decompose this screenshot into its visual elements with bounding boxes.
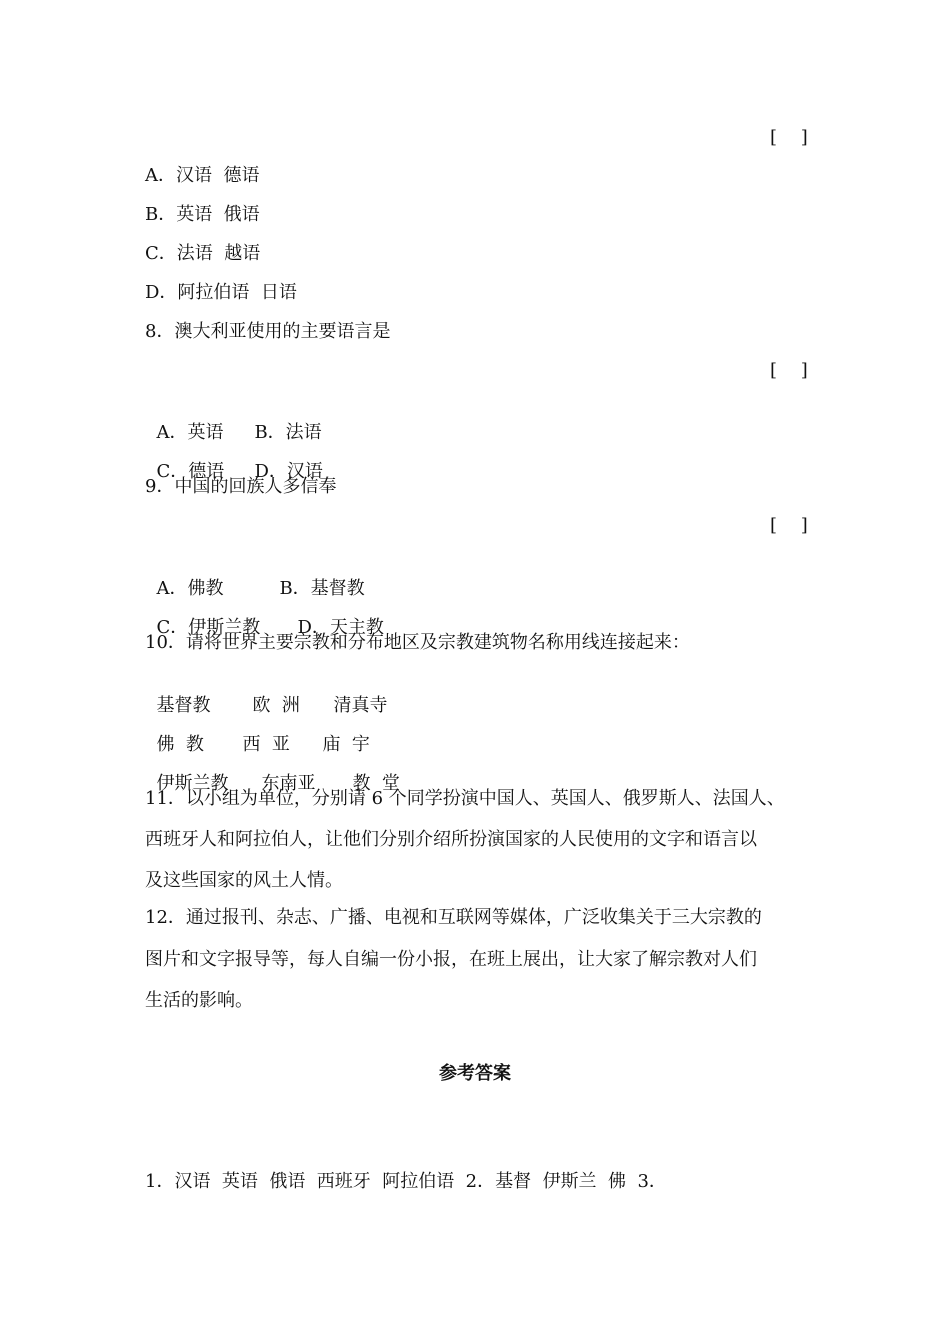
building-church: 教 堂: [352, 773, 400, 794]
q8-option-d: D．汉语: [254, 461, 323, 482]
answer-bracket-q7: [ ]: [770, 127, 808, 148]
q8-question: 8．澳大利亚使用的主要语言是: [145, 321, 391, 342]
q8-option-a: A．英语: [156, 422, 224, 443]
q7-option-d: D．阿拉伯语 日语: [145, 282, 297, 303]
answer-bracket-q8: [ ]: [770, 360, 808, 381]
q7-option-b: B．英语 俄语: [145, 204, 260, 225]
q8-option-c: C．德语: [156, 461, 225, 482]
answer-bracket-q9: [ ]: [770, 515, 808, 536]
religion-christianity: 基督教: [156, 695, 211, 716]
building-temple: 庙 宇: [322, 734, 370, 755]
q11-line-2: 西班牙人和阿拉伯人，让他们分别介绍所扮演国家的人民使用的文字和语言以: [145, 829, 757, 850]
q12-line-2: 图片和文字报导等，每人自编一份小报，在班上展出，让大家了解宗教对人们: [145, 949, 757, 970]
q12-line-3: 生活的影响。: [145, 990, 253, 1011]
region-west-asia: 西 亚: [242, 734, 290, 755]
religion-buddhism: 佛 教: [156, 734, 204, 755]
answers-title: 参考答案: [439, 1063, 511, 1084]
region-southeast-asia: 东南亚: [261, 773, 316, 794]
q9-option-c: C．伊斯兰教: [156, 617, 261, 638]
q11-line-1: 11．以小组为单位，分别请 6 个同学扮演中国人、英国人、俄罗斯人、法国人、: [145, 788, 785, 809]
q10-question: 10．请将世界主要宗教和分布地区及宗教建筑物名称用线连接起来：: [145, 632, 690, 653]
region-europe: 欧 洲: [252, 695, 300, 716]
q8-option-b: B．法语: [254, 422, 322, 443]
q11-line-3: 及这些国家的风土人情。: [145, 870, 343, 891]
q9-option-b: B．基督教: [279, 578, 365, 599]
q7-option-c: C．法语 越语: [145, 243, 261, 264]
q12-line-1: 12．通过报刊、杂志、广播、电视和互联网等媒体，广泛收集关于三大宗教的: [145, 907, 762, 928]
religion-islam: 伊斯兰教: [156, 773, 229, 794]
building-mosque: 清真寺: [333, 695, 388, 716]
q9-option-d: D．天主教: [297, 617, 384, 638]
q7-option-a: A．汉语 德语: [145, 165, 260, 186]
q9-option-a: A．佛教: [156, 578, 224, 599]
q9-question: 9．中国的回族人多信奉: [145, 476, 337, 497]
answers-line-1: 1．汉语 英语 俄语 西班牙 阿拉伯语 2．基督 伊斯兰 佛 3．: [145, 1171, 667, 1192]
